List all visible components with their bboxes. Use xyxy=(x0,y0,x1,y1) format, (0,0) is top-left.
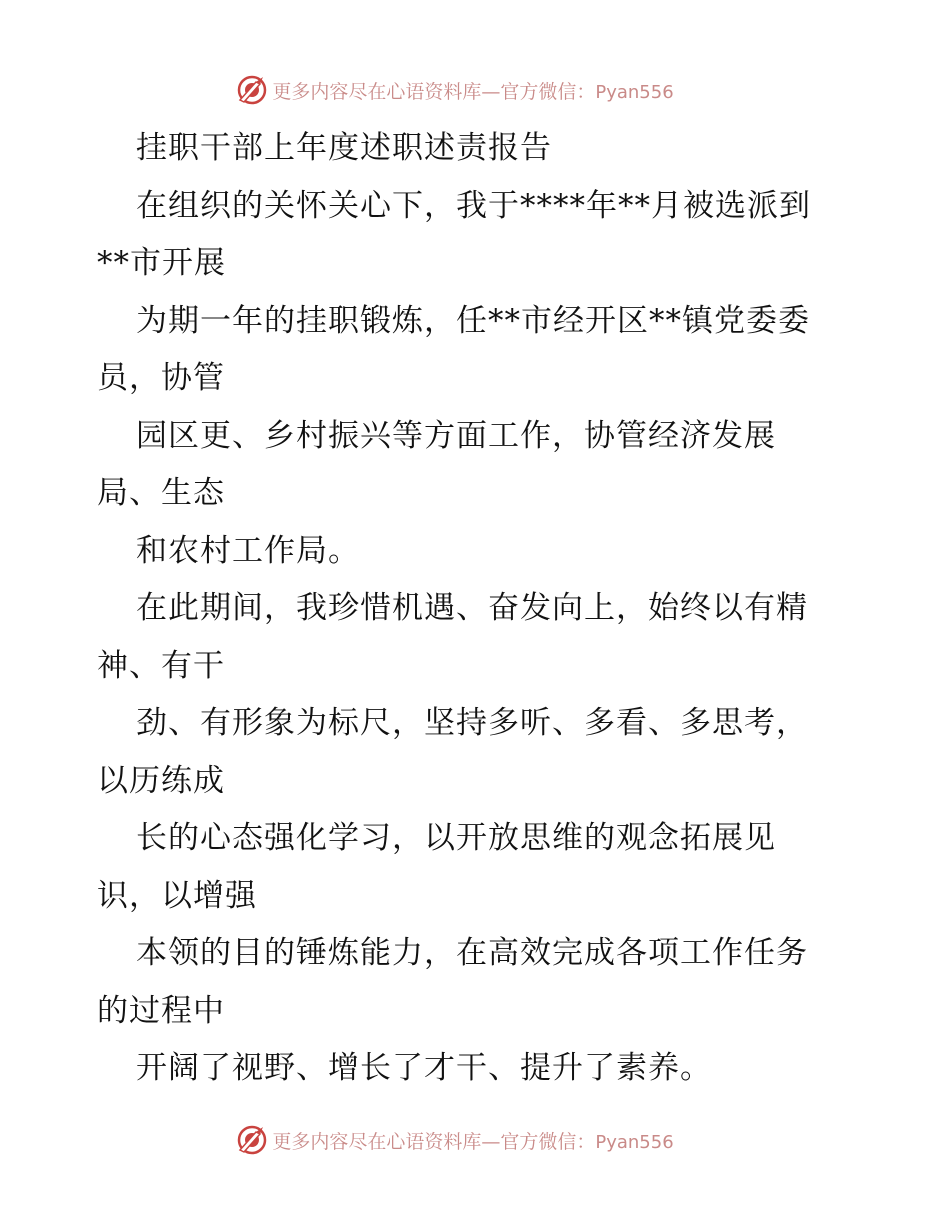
paragraph-line: 开阔了视野、增长了才干、提升了素养。 xyxy=(136,1050,712,1086)
paragraph-line: 长的心态强化学习，以开放思维的观念拓展见 xyxy=(136,820,776,856)
paragraph-line: 的过程中 xyxy=(97,992,225,1029)
paragraph-line: 本领的目的锤炼能力，在高效完成各项工作任务 xyxy=(136,935,808,971)
document-title: 挂职干部上年度述职述责报告 xyxy=(136,130,552,166)
paragraph-line: 识，以增强 xyxy=(97,877,257,914)
quill-seal-icon xyxy=(236,1124,268,1156)
header-watermark xyxy=(0,72,950,108)
paragraph-line: 劲、有形象为标尺，坚持多听、多看、多思考， xyxy=(136,705,808,741)
paragraph-line: 以历练成 xyxy=(97,762,225,799)
paragraph-line: 员，协管 xyxy=(97,360,225,396)
watermark-text: 更多内容尽在心语资料库—官方微信：Pyan556 xyxy=(272,80,674,103)
quill-seal-icon xyxy=(236,74,268,106)
paragraph-line: 神、有干 xyxy=(97,647,225,684)
paragraph-line: **市开展 xyxy=(97,245,226,281)
document-body xyxy=(97,120,887,1098)
footer-watermark xyxy=(0,1122,950,1158)
paragraph-line: 为期一年的挂职锻炼，任**市经开区**镇党委委 xyxy=(136,302,810,339)
watermark-text: 更多内容尽在心语资料库—官方微信：Pyan556 xyxy=(272,1130,674,1153)
paragraph-line: 和农村工作局。 xyxy=(136,532,360,569)
paragraph-line: 在此期间，我珍惜机遇、奋发向上，始终以有精 xyxy=(136,590,808,626)
paragraph-line: 园区更、乡村振兴等方面工作，协管经济发展 xyxy=(136,417,776,454)
paragraph-line: 在组织的关怀关心下，我于****年**月被选派到 xyxy=(136,187,811,224)
paragraph-line: 局、生态 xyxy=(97,475,225,511)
